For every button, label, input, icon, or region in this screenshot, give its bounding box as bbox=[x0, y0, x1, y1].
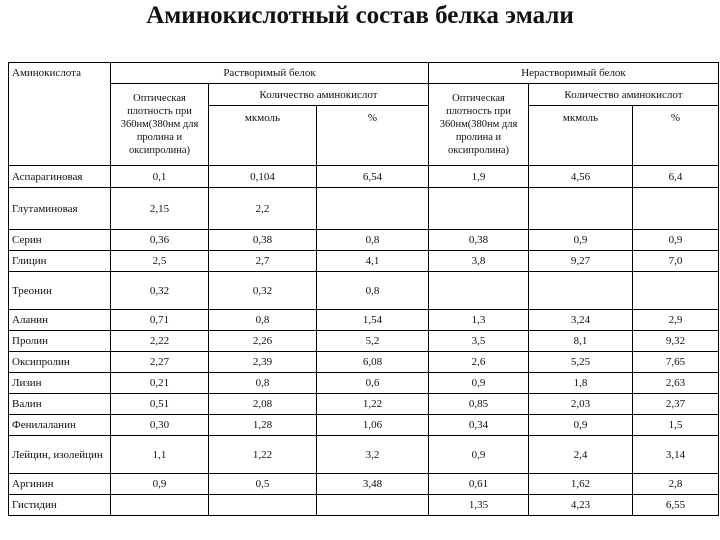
header-umol-insoluble: мкмоль bbox=[529, 106, 633, 166]
table-row bbox=[9, 474, 719, 495]
table-cell: 5,25 bbox=[529, 352, 633, 373]
amino-acid-name: Глутаминовая bbox=[9, 188, 111, 230]
table-cell: 6,54 bbox=[317, 166, 429, 188]
table-cell bbox=[429, 272, 529, 310]
table-cell: 1,5 bbox=[633, 415, 719, 436]
amino-acid-name: Аспарагиновая bbox=[9, 166, 111, 188]
header-umol-soluble: мкмоль bbox=[209, 106, 317, 166]
amino-acid-name: Лейцин, изолейцин bbox=[9, 436, 111, 474]
table-cell: 8,1 bbox=[529, 331, 633, 352]
table-cell: 3,48 bbox=[317, 474, 429, 495]
table-cell: 2,27 bbox=[111, 352, 209, 373]
table-cell: 2,08 bbox=[209, 394, 317, 415]
table-cell: 0,21 bbox=[111, 373, 209, 394]
table-cell: 9,32 bbox=[633, 331, 719, 352]
table-cell: 2,9 bbox=[633, 310, 719, 331]
table-cell bbox=[317, 188, 429, 230]
table-cell: 1,06 bbox=[317, 415, 429, 436]
table-cell: 2,7 bbox=[209, 251, 317, 272]
table-row bbox=[9, 331, 719, 352]
table-cell: 9,27 bbox=[529, 251, 633, 272]
table-cell: 2,2 bbox=[209, 188, 317, 230]
table-cell: 1,8 bbox=[529, 373, 633, 394]
table-cell: 0,51 bbox=[111, 394, 209, 415]
table-cell: 6,08 bbox=[317, 352, 429, 373]
header-amino-acid: Аминокислота bbox=[9, 63, 111, 166]
table-cell: 2,26 bbox=[209, 331, 317, 352]
table-cell: 0,6 bbox=[317, 373, 429, 394]
table-cell bbox=[317, 495, 429, 516]
table-cell: 2,22 bbox=[111, 331, 209, 352]
table-cell: 1,22 bbox=[209, 436, 317, 474]
table-row bbox=[9, 310, 719, 331]
table-cell: 1,9 bbox=[429, 166, 529, 188]
amino-acid-name: Аланин bbox=[9, 310, 111, 331]
table-row bbox=[9, 352, 719, 373]
table-cell: 0,38 bbox=[429, 230, 529, 251]
table-cell: 2,6 bbox=[429, 352, 529, 373]
amino-acid-name: Глицин bbox=[9, 251, 111, 272]
amino-acid-name: Фенилаланин bbox=[9, 415, 111, 436]
table-cell: 3,24 bbox=[529, 310, 633, 331]
table-cell bbox=[429, 188, 529, 230]
table-cell bbox=[633, 188, 719, 230]
table-cell: 2,4 bbox=[529, 436, 633, 474]
table-cell: 0,1 bbox=[111, 166, 209, 188]
page-title: Аминокислотный состав белка эмали bbox=[146, 2, 574, 29]
table-row bbox=[9, 394, 719, 415]
table-cell: 1,35 bbox=[429, 495, 529, 516]
table-row bbox=[9, 188, 719, 230]
header-soluble-protein: Растворимый белок bbox=[111, 63, 429, 84]
table-row bbox=[9, 272, 719, 310]
table-cell: 0,5 bbox=[209, 474, 317, 495]
amino-acid-table bbox=[8, 62, 719, 516]
table-row bbox=[9, 251, 719, 272]
table-cell: 0,71 bbox=[111, 310, 209, 331]
table-cell: 1,62 bbox=[529, 474, 633, 495]
table-cell: 0,9 bbox=[529, 415, 633, 436]
header-optical-density-soluble: Оптическая плотность при 360нм(380нм для пролина и оксипролина) bbox=[111, 84, 209, 166]
header-amount-soluble: Количество аминокислот bbox=[209, 84, 429, 106]
table-cell: 0,30 bbox=[111, 415, 209, 436]
header-amount-insoluble: Количество аминокислот bbox=[529, 84, 719, 106]
amino-acid-name: Оксипролин bbox=[9, 352, 111, 373]
table-cell: 2,5 bbox=[111, 251, 209, 272]
amino-acid-name: Валин bbox=[9, 394, 111, 415]
table-cell: 7,0 bbox=[633, 251, 719, 272]
amino-acid-name: Гистидин bbox=[9, 495, 111, 516]
table-cell: 7,65 bbox=[633, 352, 719, 373]
table-cell: 0,85 bbox=[429, 394, 529, 415]
table-cell: 5,2 bbox=[317, 331, 429, 352]
header-percent-insoluble: % bbox=[633, 106, 719, 166]
amino-acid-name: Пролин bbox=[9, 331, 111, 352]
table-cell: 0,9 bbox=[111, 474, 209, 495]
table-cell bbox=[529, 188, 633, 230]
table-cell: 0,32 bbox=[111, 272, 209, 310]
header-percent-soluble: % bbox=[317, 106, 429, 166]
table-cell: 0,104 bbox=[209, 166, 317, 188]
table-cell: 0,8 bbox=[317, 272, 429, 310]
amino-acid-name: Треонин bbox=[9, 272, 111, 310]
table-cell: 0,8 bbox=[317, 230, 429, 251]
table-row bbox=[9, 415, 719, 436]
amino-acid-name: Лизин bbox=[9, 373, 111, 394]
table-row bbox=[9, 166, 719, 188]
table-cell: 0,36 bbox=[111, 230, 209, 251]
table-cell: 2,8 bbox=[633, 474, 719, 495]
table-cell: 3,8 bbox=[429, 251, 529, 272]
table-cell bbox=[633, 272, 719, 310]
table-cell: 0,8 bbox=[209, 373, 317, 394]
table-cell: 0,61 bbox=[429, 474, 529, 495]
table-cell: 1,22 bbox=[317, 394, 429, 415]
header-insoluble-protein: Нерастворимый белок bbox=[429, 63, 719, 84]
table-cell: 0,38 bbox=[209, 230, 317, 251]
table-cell bbox=[209, 495, 317, 516]
table-cell: 2,15 bbox=[111, 188, 209, 230]
table-cell: 0,34 bbox=[429, 415, 529, 436]
table-cell bbox=[529, 272, 633, 310]
table-cell: 6,55 bbox=[633, 495, 719, 516]
table-cell: 3,5 bbox=[429, 331, 529, 352]
table-row bbox=[9, 495, 719, 516]
table-cell: 6,4 bbox=[633, 166, 719, 188]
table-cell: 1,54 bbox=[317, 310, 429, 331]
table-cell: 2,63 bbox=[633, 373, 719, 394]
table-cell: 2,37 bbox=[633, 394, 719, 415]
table-row bbox=[9, 373, 719, 394]
table-cell: 0,9 bbox=[529, 230, 633, 251]
table-cell: 2,39 bbox=[209, 352, 317, 373]
amino-acid-name: Серин bbox=[9, 230, 111, 251]
table-cell: 0,8 bbox=[209, 310, 317, 331]
table-cell: 1,1 bbox=[111, 436, 209, 474]
table-cell: 4,56 bbox=[529, 166, 633, 188]
amino-acid-name: Аргинин bbox=[9, 474, 111, 495]
table-cell: 3,2 bbox=[317, 436, 429, 474]
table-cell: 4,1 bbox=[317, 251, 429, 272]
table-cell: 0,9 bbox=[429, 373, 529, 394]
table-body bbox=[9, 166, 719, 516]
table-cell: 2,03 bbox=[529, 394, 633, 415]
table-cell: 1,3 bbox=[429, 310, 529, 331]
table-row bbox=[9, 230, 719, 251]
table-cell: 4,23 bbox=[529, 495, 633, 516]
table-cell: 0,9 bbox=[633, 230, 719, 251]
table-cell: 3,14 bbox=[633, 436, 719, 474]
table-cell: 0,32 bbox=[209, 272, 317, 310]
table-row bbox=[9, 436, 719, 474]
table-cell: 1,28 bbox=[209, 415, 317, 436]
table-cell bbox=[111, 495, 209, 516]
table-cell: 0,9 bbox=[429, 436, 529, 474]
header-optical-density-insoluble: Оптическая плотность при 360нм(380нм для пролина и оксипролина) bbox=[429, 84, 529, 166]
